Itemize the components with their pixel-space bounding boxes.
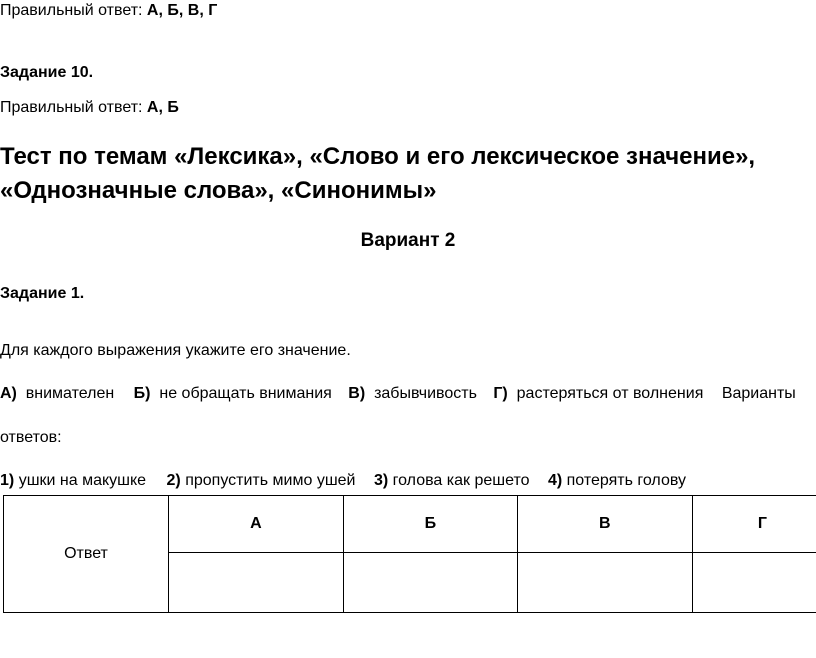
option-key: В) bbox=[348, 385, 366, 402]
variant-text: ушки на макушке bbox=[18, 472, 147, 489]
answer-cell-b[interactable] bbox=[343, 553, 517, 613]
column-header-a: А bbox=[169, 496, 344, 553]
column-header-g: Г bbox=[692, 496, 816, 553]
answer-cell-a[interactable] bbox=[169, 553, 344, 613]
row-label-cell: Ответ bbox=[4, 496, 169, 613]
option-text: не обращать внимания bbox=[159, 385, 332, 402]
option-text: растеряться от волнения bbox=[516, 385, 704, 402]
answer-value: А, Б, В, Г bbox=[146, 2, 218, 19]
table-row bbox=[4, 496, 816, 553]
answer-value: А, Б bbox=[146, 99, 179, 116]
variant-key: 1) bbox=[0, 472, 15, 489]
expression-options bbox=[0, 385, 796, 403]
task-1-heading: Задание 1. bbox=[0, 285, 85, 302]
task-1-instruction: Для каждого выражения укажите его значение. bbox=[0, 342, 351, 359]
variant-heading: Вариант 2 bbox=[360, 230, 456, 251]
task-10-answer-line bbox=[0, 99, 179, 117]
answer-label: Правильный ответ: bbox=[0, 99, 143, 116]
option-text: внимателен bbox=[25, 385, 115, 402]
test-title-line-2: «Однозначные слова», «Синонимы» bbox=[0, 177, 437, 204]
variant-key: 3) bbox=[373, 472, 389, 489]
variant-key: 4) bbox=[547, 472, 563, 489]
variant-text: потерять голову bbox=[566, 472, 686, 489]
option-key: А) bbox=[0, 385, 17, 402]
column-header-v: В bbox=[517, 496, 692, 553]
variant-key: 2) bbox=[166, 472, 181, 489]
test-title bbox=[0, 140, 755, 208]
option-key: Б) bbox=[133, 385, 151, 402]
test-title-line-1: Тест по темам «Лексика», «Слово и его лексическое значение», bbox=[0, 143, 756, 170]
answer-label: Правильный ответ: bbox=[0, 2, 143, 19]
answer-variants bbox=[0, 472, 686, 490]
variant-text: голова как решето bbox=[392, 472, 530, 489]
column-header-b: Б bbox=[343, 496, 517, 553]
answer-cell-v[interactable] bbox=[517, 553, 692, 613]
option-key: Г) bbox=[493, 385, 508, 402]
variant-text: пропустить мимо ушей bbox=[185, 472, 356, 489]
variants-label-start: Варианты bbox=[721, 385, 796, 402]
task-10-heading: Задание 10. bbox=[0, 64, 94, 81]
variants-label-end: ответов: bbox=[0, 429, 62, 446]
answer-cell-g[interactable] bbox=[692, 553, 816, 613]
option-text: забывчивость bbox=[374, 385, 477, 402]
previous-answer-line bbox=[0, 2, 217, 20]
answer-table bbox=[3, 495, 816, 613]
